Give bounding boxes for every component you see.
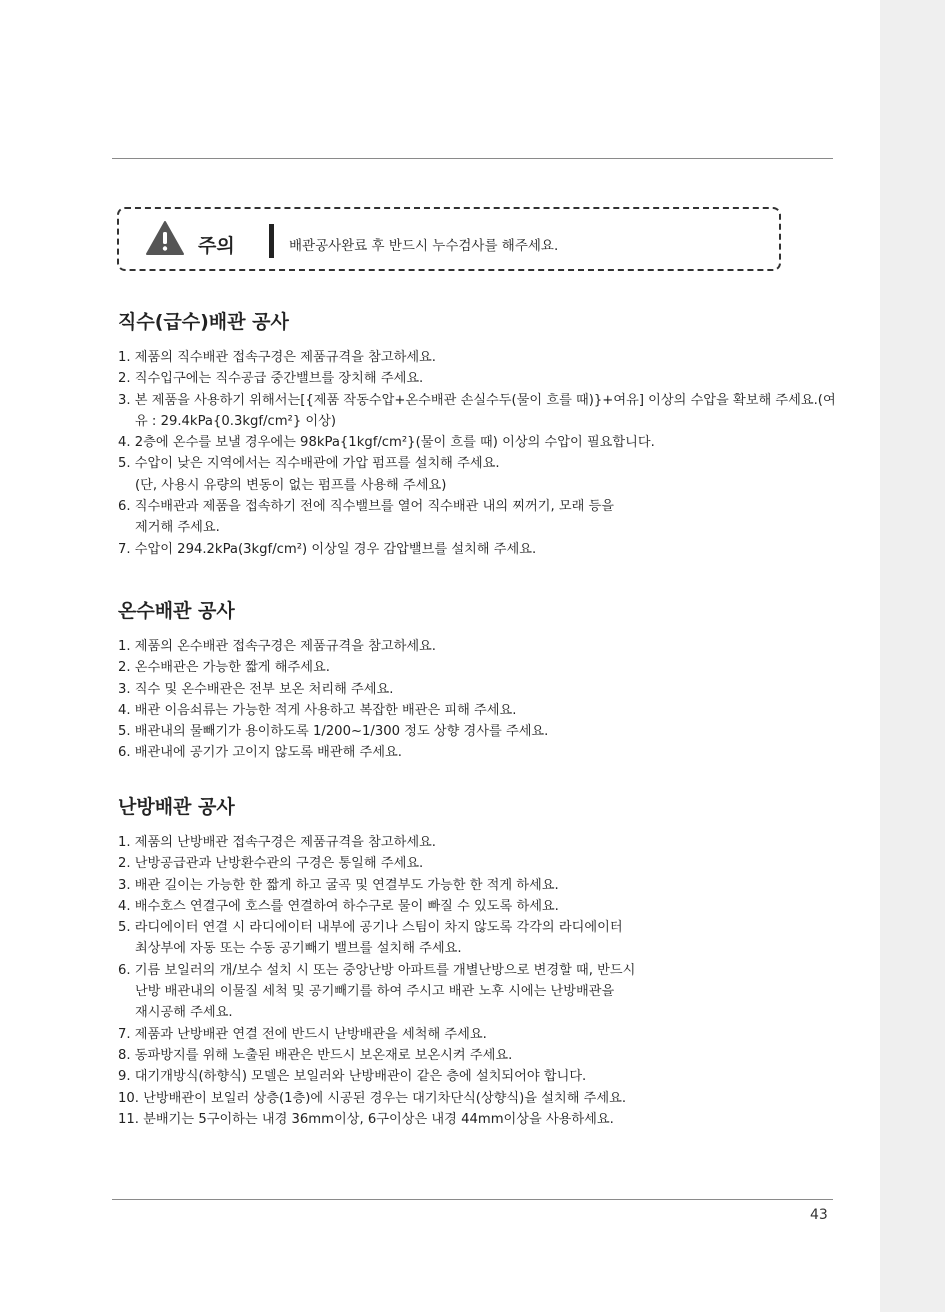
list-item: 5. 수압이 낮은 지역에서는 직수배관에 가압 펌프를 설치해 주세요. (단, 사용시 유량의 변동이 없는 펌프를 사용해 주세요) xyxy=(118,456,500,493)
warning-triangle-icon xyxy=(145,220,185,256)
list-item: 1. 제품의 직수배관 접속구경은 제품규격을 참고하세요. xyxy=(118,350,436,365)
list-item: 6. 기름 보일러의 개/보수 설치 시 또는 중앙난방 아파트를 개별난방으로 변경할 때, 반드시 난방 배관내의 이물질 세척 및 공기빼기를 하여 주시고 배관 노후 시에는 난방배관을 재시공해 주세요. xyxy=(118,962,636,1021)
list-item: 9. 대기개방식(하향식) 모델은 보일러와 난방배관이 같은 층에 설치되어야 합니다. xyxy=(118,1069,587,1085)
list-item: 2. 온수배관은 가능한 짧게 해주세요. xyxy=(118,660,330,676)
list-item: 8. 동파방지를 위해 노출된 배관은 반드시 보온재로 보온시켜 주세요. xyxy=(118,1047,513,1063)
list-item: 6. 직수배관과 제품을 접속하기 전에 직수밸브를 열어 직수배관 내의 찌꺼기, 모래 등을 제거해 주세요. xyxy=(118,499,615,536)
page-margin-band xyxy=(880,0,945,1312)
section-title: 온수배관 공사 xyxy=(118,600,235,622)
list-item: 7. 제품과 난방배관 연결 전에 반드시 난방배관을 세척해 주세요. xyxy=(118,1026,487,1042)
list-item: 4. 배관 이음쇠류는 가능한 적게 사용하고 복잡한 배관은 피해 주세요. xyxy=(118,702,517,718)
list-item: 2. 직수입구에는 직수공급 중간밸브를 장치해 주세요. xyxy=(118,371,424,387)
list-item: 1. 제품의 난방배관 접속구경은 제품규격을 참고하세요. xyxy=(118,835,436,850)
section-title: 직수(급수)배관 공사 xyxy=(118,311,289,333)
list-item: 10. 난방배관이 보일러 상층(1층)에 시공된 경우는 대기차단식(상향식)을 설치해 주세요. xyxy=(118,1090,627,1106)
list-item: 3. 직수 및 온수배관은 전부 보온 처리해 주세요. xyxy=(118,681,394,697)
list-item: 2. 난방공급관과 난방환수관의 구경은 통일해 주세요. xyxy=(118,856,424,872)
list-item: 3. 배관 길이는 가능한 한 짧게 하고 굴곡 및 연결부도 가능한 한 적게 하세요. xyxy=(118,877,559,893)
list-item: 4. 배수호스 연결구에 호스를 연결하여 하수구로 물이 빠질 수 있도록 하세요. xyxy=(118,898,559,914)
list-item: 5. 라디에이터 연결 시 라디에이터 내부에 공기나 스팀이 차지 않도록 각각의 라디에이터 최상부에 자동 또는 수동 공기빼기 밸브를 설치해 주세요. xyxy=(118,920,623,957)
instruction-list xyxy=(118,832,838,1130)
top-divider xyxy=(112,158,833,159)
caution-title: 주의 xyxy=(198,235,235,257)
caution-text: 배관공사완료 후 반드시 누수검사를 해주세요. xyxy=(289,238,559,254)
list-item: 3. 본 제품을 사용하기 위해서는[{제품 작동수압+온수배관 손실수두(물이 흐를 때)}+여유] 이상의 수압을 확보해 주세요.(여유 : 29.4kPa{0.3kgf/cm²} 이상) xyxy=(118,392,836,429)
instruction-list xyxy=(118,636,838,764)
section-hot-water-piping xyxy=(118,598,838,764)
list-item: 5. 배관내의 물빼기가 용이하도록 1/200~1/300 정도 상향 경사를 주세요. xyxy=(118,724,549,740)
section-heating-piping xyxy=(118,794,838,1130)
caution-separator xyxy=(269,224,274,258)
list-item: 1. 제품의 온수배관 접속구경은 제품규격을 참고하세요. xyxy=(118,639,436,654)
list-item: 11. 분배기는 5구이하는 내경 36mm이상, 6구이상은 내경 44mm이상을 사용하세요. xyxy=(118,1111,614,1127)
list-item: 6. 배관내에 공기가 고이지 않도록 배관해 주세요. xyxy=(118,745,402,761)
bottom-divider xyxy=(112,1199,833,1200)
page-number: 43 xyxy=(810,1207,828,1223)
section-cold-water-piping xyxy=(118,309,838,560)
list-item: 4. 2층에 온수를 보낼 경우에는 98kPa{1kgf/cm²}(물이 흐를 때) 이상의 수압이 필요합니다. xyxy=(118,435,655,451)
instruction-list xyxy=(118,347,838,560)
list-item: 7. 수압이 294.2kPa(3kgf/cm²) 이상일 경우 감압밸브를 설치해 주세요. xyxy=(118,541,537,557)
section-title: 난방배관 공사 xyxy=(118,796,235,818)
caution-box xyxy=(117,207,781,271)
